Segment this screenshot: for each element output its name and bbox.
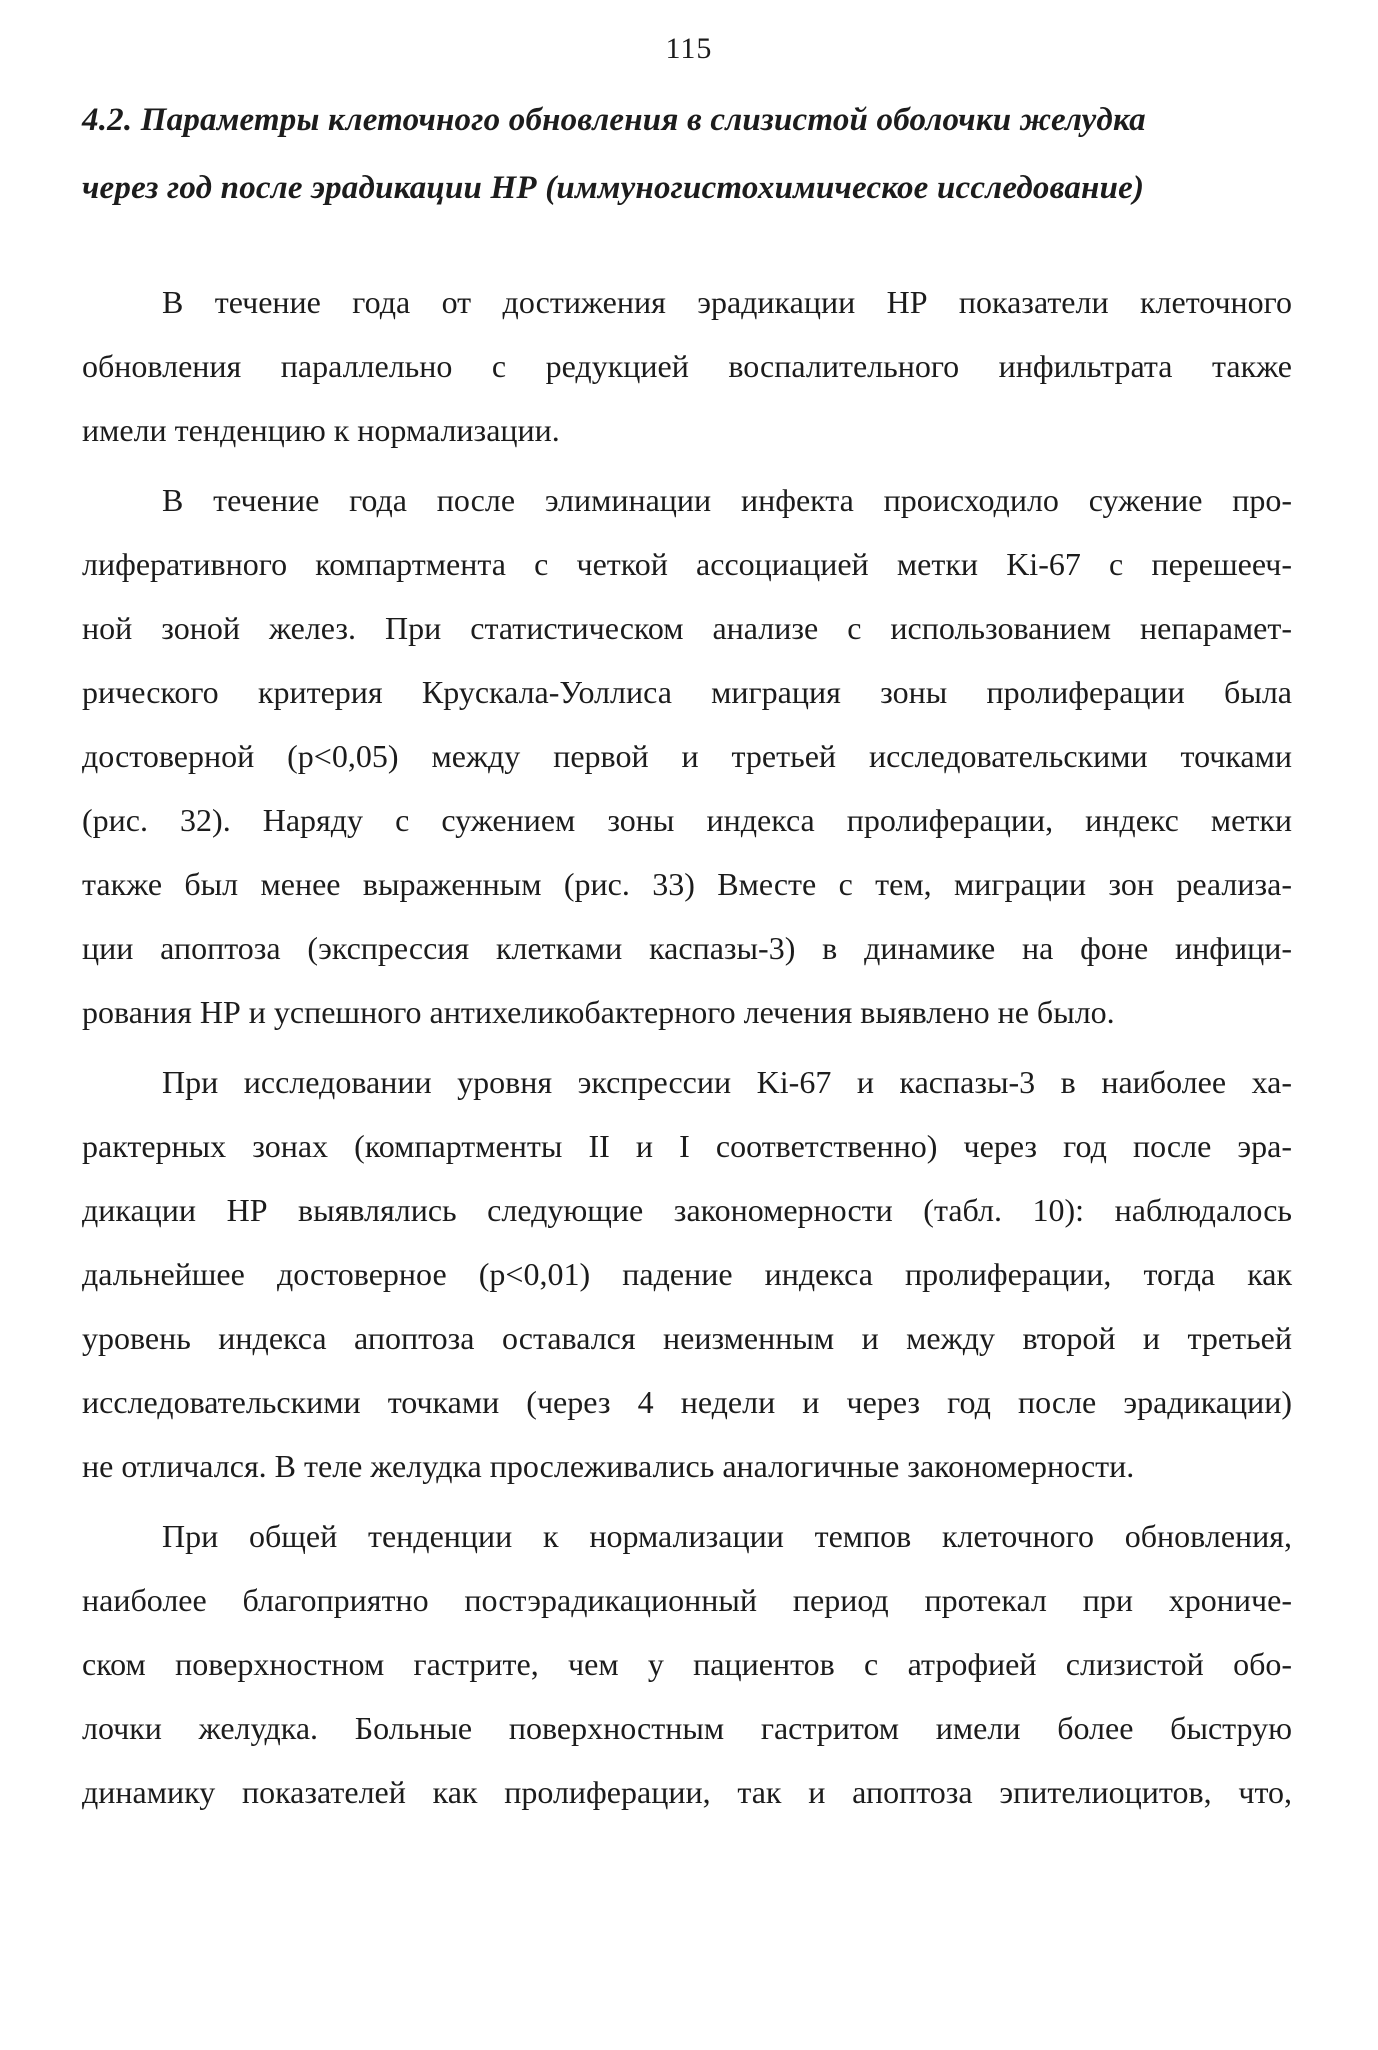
text-line: достоверной (р<0,05) между первой и третьей исследовательскими точками xyxy=(82,738,1292,774)
section-heading xyxy=(82,86,1292,222)
text-line: ции апоптоза (экспрессия клетками каспазы-3) в динамике на фоне инфици- xyxy=(82,930,1292,966)
paragraph xyxy=(82,270,1292,462)
paragraph xyxy=(82,468,1292,1044)
page-number: 115 xyxy=(665,32,713,65)
text-line: (рис. 32). Наряду с сужением зоны индекса пролиферации, индекс метки xyxy=(82,802,1292,838)
text-line: наиболее благоприятно постэрадикационный период протекал при хрониче- xyxy=(82,1582,1292,1618)
text-line: ском поверхностном гастрите, чем у пациентов с атрофией слизистой обо- xyxy=(82,1646,1292,1682)
text-line: исследовательскими точками (через 4 недели и через год после эрадикации) xyxy=(82,1384,1292,1420)
text-line: обновления параллельно с редукцией воспалительного инфильтрата также xyxy=(82,348,1292,384)
text-line: рактерных зонах (компартменты II и I соответственно) через год после эра- xyxy=(82,1128,1292,1164)
text-line: имели тенденцию к нормализации. xyxy=(82,412,560,448)
text-line: В течение года после элиминации инфекта происходило сужение про- xyxy=(162,482,1292,518)
text-line: ной зоной желез. При статистическом анализе с использованием непарамет- xyxy=(82,610,1292,646)
text-line: При исследовании уровня экспрессии Ki-67 и каспазы-3 в наиболее ха- xyxy=(162,1064,1292,1100)
text-line: не отличался. В теле желудка прослеживались аналогичные закономерности. xyxy=(82,1448,1135,1484)
body-text xyxy=(82,270,1292,1830)
text-line: рования НР и успешного антихеликобактерного лечения выявлено не было. xyxy=(82,994,1115,1030)
text-line: дальнейшее достоверное (р<0,01) падение индекса пролиферации, тогда как xyxy=(82,1256,1292,1292)
heading-line: через год после эрадикации НР (иммуногистохимическое исследование) xyxy=(82,170,1145,206)
text-line: динамику показателей как пролиферации, так и апоптоза эпителиоцитов, что, xyxy=(82,1774,1292,1810)
paragraph xyxy=(82,1050,1292,1498)
text-line: При общей тенденции к нормализации темпов клеточного обновления, xyxy=(162,1518,1292,1554)
text-line: дикации НР выявлялись следующие закономерности (табл. 10): наблюдалось xyxy=(82,1192,1292,1228)
text-line: В течение года от достижения эрадикации НР показатели клеточного xyxy=(162,284,1292,320)
text-line: лочки желудка. Больные поверхностным гастритом имели более быструю xyxy=(82,1710,1292,1746)
text-line: уровень индекса апоптоза оставался неизменным и между второй и третьей xyxy=(82,1320,1292,1356)
heading-line: 4.2. Параметры клеточного обновления в слизистой оболочки желудка xyxy=(82,102,1146,138)
text-line: лиферативного компартмента с четкой ассоциацией метки Ki-67 с перешееч- xyxy=(82,546,1292,582)
text-line: также был менее выраженным (рис. 33) Вместе с тем, миграции зон реализа- xyxy=(82,866,1292,902)
paragraph xyxy=(82,1504,1292,1824)
text-line: рического критерия Крускала-Уоллиса миграция зоны пролиферации была xyxy=(82,674,1292,710)
